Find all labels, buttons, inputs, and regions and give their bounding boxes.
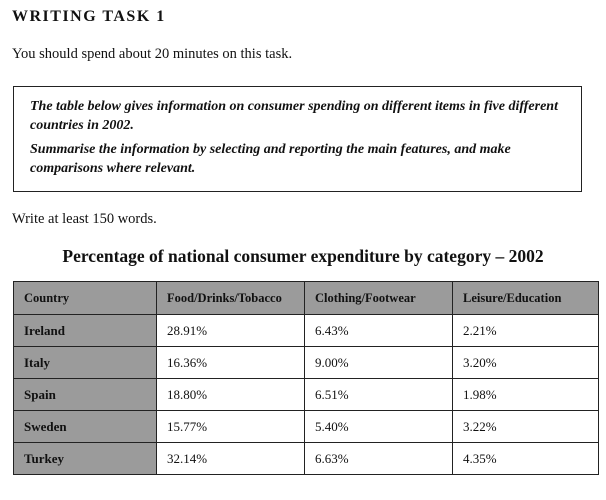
row-label-turkey: Turkey <box>14 443 157 475</box>
row-label-spain: Spain <box>14 379 157 411</box>
cell-ireland-leisure: 2.21% <box>453 315 599 347</box>
cell-ireland-clothing: 6.43% <box>305 315 453 347</box>
table-row <box>14 379 599 411</box>
cell-spain-leisure: 1.98% <box>453 379 599 411</box>
table-row <box>14 315 599 347</box>
row-label-ireland: Ireland <box>14 315 157 347</box>
table-title: Percentage of national consumer expenditure by category – 2002 <box>62 246 544 266</box>
task-prompt-box <box>13 86 582 192</box>
table-row <box>14 443 599 475</box>
cell-turkey-food: 32.14% <box>157 443 305 475</box>
time-instruction: You should spend about 20 minutes on this task. <box>12 46 293 62</box>
cell-italy-food: 16.36% <box>157 347 305 379</box>
table-row <box>14 411 599 443</box>
cell-turkey-leisure: 4.35% <box>453 443 599 475</box>
task-heading: WRITING TASK 1 <box>12 8 166 25</box>
cell-turkey-clothing: 6.63% <box>305 443 453 475</box>
cell-sweden-leisure: 3.22% <box>453 411 599 443</box>
cell-sweden-food: 15.77% <box>157 411 305 443</box>
cell-ireland-food: 28.91% <box>157 315 305 347</box>
column-header-food: Food/Drinks/Tobacco <box>157 282 305 315</box>
column-header-clothing: Clothing/Footwear <box>305 282 453 315</box>
cell-spain-food: 18.80% <box>157 379 305 411</box>
column-header-country: Country <box>14 282 157 315</box>
prompt-paragraph-instruction: Summarise the information by selecting and reporting the main features, and make comparisons where relevant. <box>30 142 511 176</box>
table-row <box>14 347 599 379</box>
row-label-italy: Italy <box>14 347 157 379</box>
word-count-instruction: Write at least 150 words. <box>12 211 157 227</box>
cell-spain-clothing: 6.51% <box>305 379 453 411</box>
table-header-row <box>14 282 599 315</box>
row-label-sweden: Sweden <box>14 411 157 443</box>
prompt-paragraph-description: The table below gives information on consumer spending on different items in five different countries in 2002. <box>30 99 558 133</box>
cell-italy-clothing: 9.00% <box>305 347 453 379</box>
cell-sweden-clothing: 5.40% <box>305 411 453 443</box>
expenditure-table <box>13 281 599 475</box>
cell-italy-leisure: 3.20% <box>453 347 599 379</box>
column-header-leisure: Leisure/Education <box>453 282 599 315</box>
